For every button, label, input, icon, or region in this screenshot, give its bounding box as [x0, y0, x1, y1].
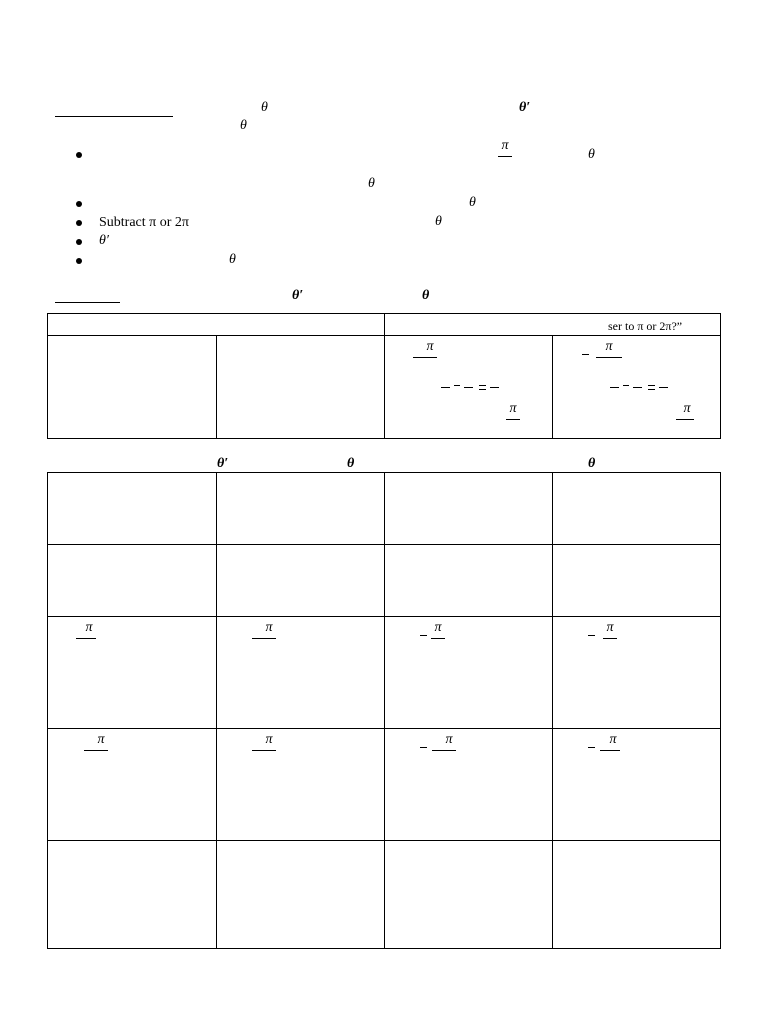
equals-mark [479, 389, 486, 390]
theta-symbol: θ [588, 147, 595, 162]
equals-mark [479, 385, 486, 386]
table-row-divider [47, 840, 721, 841]
table-header-question: ser to π or 2π?” [608, 319, 683, 333]
dash-mark [623, 385, 629, 386]
pi-fraction: π [600, 340, 618, 358]
pi-fraction: π [603, 621, 617, 639]
pi-fraction: π [423, 340, 437, 358]
bullet-text-theta-prime: θ′ [99, 233, 109, 248]
dash-mark [633, 387, 642, 388]
table-col-divider [552, 335, 553, 439]
heading-underline [55, 116, 173, 117]
dash-mark [610, 387, 619, 388]
minus-sign [588, 635, 595, 636]
pi-fraction: π [431, 621, 445, 639]
theta-symbol: θ [469, 195, 476, 210]
pi-fraction: π [94, 733, 108, 751]
pi-fraction: π [82, 621, 96, 639]
pi-fraction: π [506, 402, 520, 420]
dash-mark [441, 387, 450, 388]
dash-mark [490, 387, 499, 388]
theta-prime-symbol: θ′ [217, 456, 229, 471]
bullet-point [76, 239, 82, 245]
theta-symbol: θ [261, 100, 268, 115]
table-row-divider [47, 728, 721, 729]
bullet-point [76, 220, 82, 226]
table-row-divider [47, 616, 721, 617]
theta-symbol: θ [347, 456, 355, 471]
dash-mark [464, 387, 473, 388]
table-row-divider [47, 544, 721, 545]
bullet-point [76, 201, 82, 207]
equals-mark [648, 385, 655, 386]
bullet-text-subtract: Subtract π or 2π [99, 215, 189, 230]
theta-symbol: θ [588, 456, 596, 471]
theta-prime-symbol: θ′ [292, 288, 304, 303]
theta-symbol: θ [435, 214, 442, 229]
equals-mark [648, 389, 655, 390]
dash-mark [659, 387, 668, 388]
bullet-point [76, 258, 82, 264]
table-col-divider [384, 313, 385, 439]
pi-fraction: π [606, 733, 620, 751]
theta-prime-symbol: θ′ [519, 100, 531, 115]
example-heading-underline [55, 302, 120, 303]
pi-fraction: π [442, 733, 456, 751]
minus-sign [588, 747, 595, 748]
theta-symbol: θ [240, 118, 247, 133]
table-col-divider [216, 335, 217, 439]
theta-symbol: θ [422, 288, 430, 303]
theta-symbol: θ [229, 252, 236, 267]
pi-fraction: π [262, 621, 276, 639]
pi-fraction: π [680, 402, 694, 420]
minus-sign [420, 747, 427, 748]
pi-fraction: π [262, 733, 276, 751]
dash-mark [454, 385, 460, 386]
theta-symbol: θ [368, 176, 375, 191]
minus-sign [420, 635, 427, 636]
minus-sign [582, 354, 589, 355]
bullet-point [76, 152, 82, 158]
pi-fraction: π [498, 139, 512, 157]
